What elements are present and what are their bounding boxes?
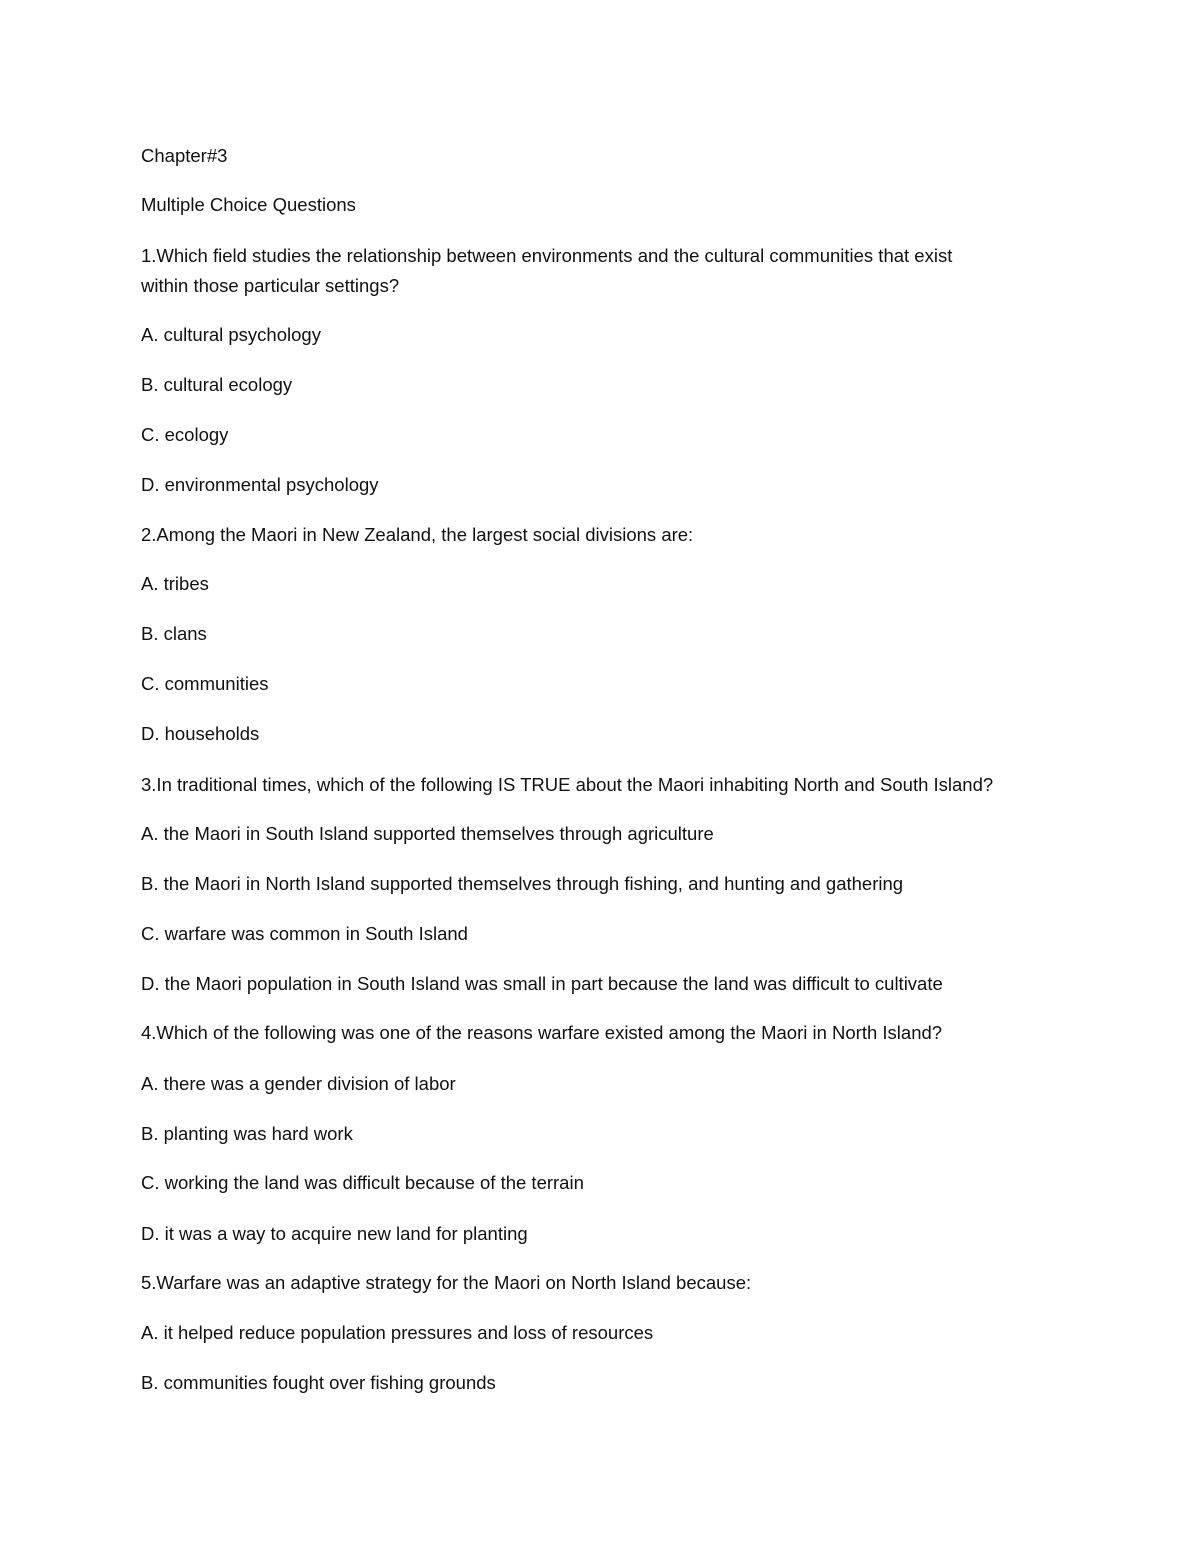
question-2-text: 2.Among the Maori in New Zealand, the largest social divisions are: bbox=[141, 524, 694, 545]
question-1-text-line2: within those particular settings? bbox=[141, 275, 400, 296]
question-2-option-d: D. households bbox=[141, 723, 260, 744]
question-3-text: 3.In traditional times, which of the following IS TRUE about the Maori inhabiting North and South Island? bbox=[141, 774, 994, 795]
question-4-option-d: D. it was a way to acquire new land for planting bbox=[141, 1223, 528, 1244]
question-5-option-b: B. communities fought over fishing grounds bbox=[141, 1372, 496, 1393]
section-title: Multiple Choice Questions bbox=[141, 194, 356, 215]
question-3-option-b: B. the Maori in North Island supported themselves through fishing, and hunting and gathering bbox=[141, 873, 904, 894]
question-4-option-b: B. planting was hard work bbox=[141, 1123, 353, 1144]
question-2-option-c: C. communities bbox=[141, 673, 269, 694]
question-5-text: 5.Warfare was an adaptive strategy for the Maori on North Island because: bbox=[141, 1272, 752, 1293]
question-1-text-line1: 1.Which field studies the relationship between environments and the cultural communities that exist bbox=[141, 245, 953, 266]
question-1-option-c: C. ecology bbox=[141, 424, 229, 445]
question-1-option-b: B. cultural ecology bbox=[141, 374, 293, 395]
question-3-option-a: A. the Maori in South Island supported themselves through agriculture bbox=[141, 823, 714, 844]
question-1-option-d: D. environmental psychology bbox=[141, 474, 379, 495]
question-3-option-d: D. the Maori population in South Island was small in part because the land was difficult to cultivate bbox=[141, 973, 943, 994]
question-5-option-a: A. it helped reduce population pressures and loss of resources bbox=[141, 1322, 654, 1343]
question-1-option-a: A. cultural psychology bbox=[141, 324, 321, 345]
question-4-option-c: C. working the land was difficult because of the terrain bbox=[141, 1172, 584, 1193]
chapter-heading: Chapter#3 bbox=[141, 145, 228, 166]
question-3-option-c: C. warfare was common in South Island bbox=[141, 923, 468, 944]
question-2-option-b: B. clans bbox=[141, 623, 207, 644]
question-4-option-a: A. there was a gender division of labor bbox=[141, 1073, 456, 1094]
question-4-text: 4.Which of the following was one of the reasons warfare existed among the Maori in North Island? bbox=[141, 1022, 943, 1043]
question-2-option-a: A. tribes bbox=[141, 573, 209, 594]
